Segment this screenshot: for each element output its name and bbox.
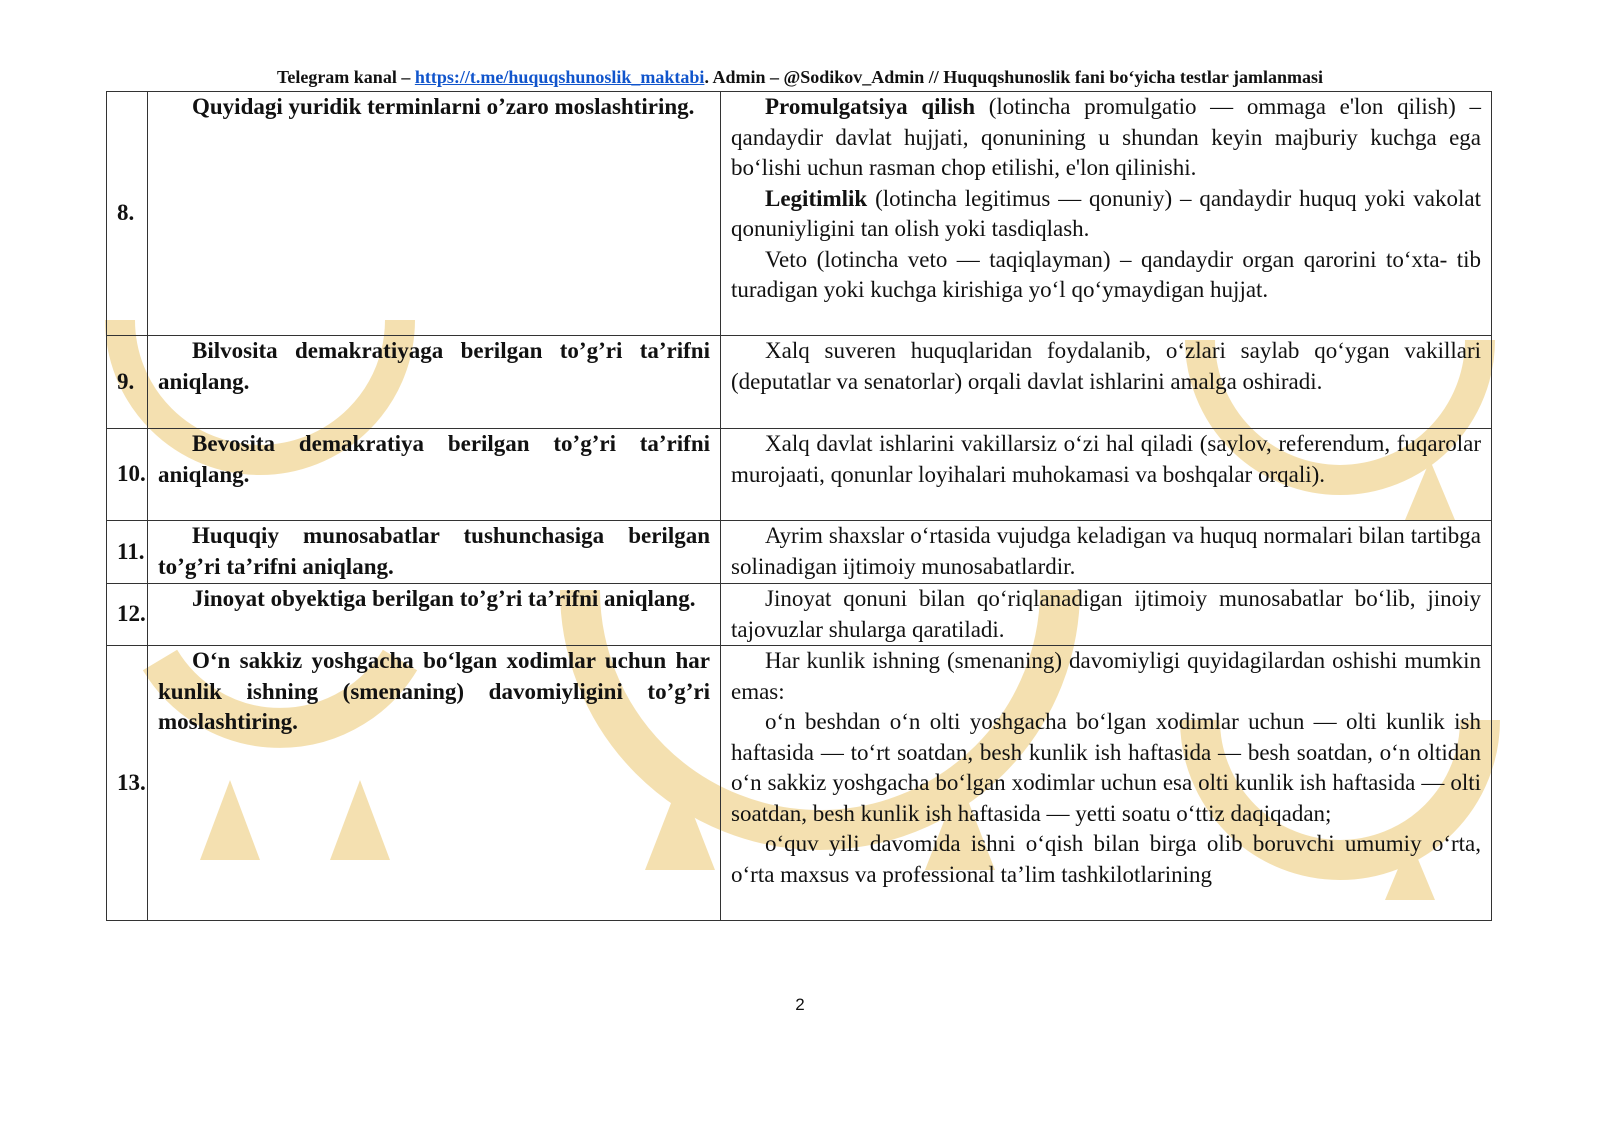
term: Legitimlik [765, 185, 868, 211]
header-suffix: . Admin – @Sodikov_Admin // Huquqshunoslik fani bo‘yicha testlar jamlanmasi [704, 67, 1324, 87]
answer-cell [721, 646, 1492, 921]
answer-paragraph [731, 429, 1481, 490]
answer-text: Xalq davlat ishlarini vakillarsiz o‘zi hal qiladi (saylov, referendum, fuqarolar murojaati, qonunlar loyihalari muhokamasi va boshqalar orqali). [731, 431, 1481, 487]
answer-cell [721, 429, 1492, 521]
answer-text: Xalq suveren huquqlaridan foydalanib, o‘zlari saylab qo‘ygan vakillari (deputatlar va senatorlar) orqali davlat ishlarini amalga oshiradi. [731, 338, 1481, 394]
question-number: 10. [107, 429, 148, 521]
telegram-link[interactable]: https://t.me/huquqshunoslik_maktabi [414, 67, 705, 87]
qa-table [106, 91, 1492, 921]
question-text: Huquqiy munosabatlar tushunchasiga berilgan to’g’ri ta’rifni aniqlang. [158, 523, 710, 579]
question-cell [148, 429, 721, 521]
answer-paragraph [731, 92, 1481, 184]
answer-text: o‘quv yili davomida ishni o‘qish bilan birga olib boruvchi umumiy o‘rta, o‘rta maxsus va professional ta’lim tashkilotlarining [731, 831, 1481, 887]
answer-cell [721, 336, 1492, 429]
answer-paragraph [731, 584, 1481, 645]
answer-paragraph [731, 521, 1481, 582]
answer-paragraph [731, 707, 1481, 829]
answer-cell [721, 584, 1492, 646]
question-number: 13. [107, 646, 148, 921]
question-text: Quyidagi yuridik terminlarni o’zaro moslashtiring. [192, 94, 695, 119]
answer-paragraph [731, 184, 1481, 245]
header-prefix: Telegram kanal – [276, 67, 415, 87]
table-row [107, 92, 1492, 336]
answer-text: Veto (lotincha veto — taqiqlayman) – qandaydir organ qarorini to‘xta- tib turadigan yoki kuchga kirishiga yo‘l qo‘ymaydigan hujjat. [731, 246, 1481, 302]
answer-text: (lotincha promulgatio — ommaga e'lon qilish) – qandaydir davlat hujjati, qonunining u shundan keyin majburiy kuchga ega bo‘lishi uchun rasman chop etilishi, e'lon qilinishi. [731, 94, 1481, 180]
answer-paragraph [731, 829, 1481, 890]
answer-text: Jinoyat qonuni bilan qo‘riqlanadigan ijtimoiy munosabatlar bo‘lib, jinoiy tajovuzlar shularga qaratiladi. [731, 586, 1481, 642]
question-cell [148, 336, 721, 429]
answer-paragraph [731, 336, 1481, 397]
question-cell [148, 92, 721, 336]
question-number: 12. [107, 584, 148, 646]
table-row [107, 521, 1492, 584]
question-number: 9. [107, 336, 148, 429]
question-cell [148, 646, 721, 921]
table-row [107, 584, 1492, 646]
table-row [107, 336, 1492, 429]
question-cell [148, 521, 721, 584]
page-number: 2 [795, 995, 805, 1014]
answer-text: (lotincha legitimus — qonuniy) – qandaydir huquq yoki vakolat qonuniyligini tan olish yoki tasdiqlash. [731, 185, 1481, 241]
answer-text: Har kunlik ishning (smenaning) davomiyligi quyidagilardan oshishi mumkin emas: [731, 648, 1481, 704]
question-number: 8. [107, 92, 148, 336]
question-number: 11. [107, 521, 148, 584]
term: Promulgatsiya qilish [765, 94, 976, 119]
table-row [107, 646, 1492, 921]
question-text: Bilvosita demakratiyaga berilgan to’g’ri ta’rifni aniqlang. [158, 338, 710, 394]
table-row [107, 429, 1492, 521]
answer-paragraph [731, 245, 1481, 306]
question-text: Jinoyat obyektiga berilgan to’g’ri ta’rifni aniqlang. [192, 586, 696, 611]
answer-cell [721, 92, 1492, 336]
answer-text: Ayrim shaxslar o‘rtasida vujudga keladigan va huquq normalari bilan tartibga solinadigan ijtimoiy munosabatlardir. [731, 523, 1481, 579]
question-cell [148, 584, 721, 646]
answer-text: o‘n beshdan o‘n olti yoshgacha bo‘lgan xodimlar uchun — olti kunlik ish haftasida — to‘rt soatdan, besh kunlik ish haftasida — besh soatdan, o‘n oltidan o‘n sakkiz yoshgacha bo‘lgan xodimlar uchun esa olti kunlik ish haftasida — olti soatdan, besh kunlik ish haftasida — yetti soatu o‘ttiz daqiqadan; [731, 709, 1481, 826]
page-header [0, 67, 1600, 88]
answer-cell [721, 521, 1492, 584]
question-text: Bevosita demakratiya berilgan to’g’ri ta’rifni aniqlang. [158, 431, 710, 487]
question-text: O‘n sakkiz yoshgacha bo‘lgan xodimlar uchun har kunlik ishning (smenaning) davomiyligini to’g’ri moslashtiring. [158, 648, 710, 734]
answer-paragraph [731, 646, 1481, 707]
